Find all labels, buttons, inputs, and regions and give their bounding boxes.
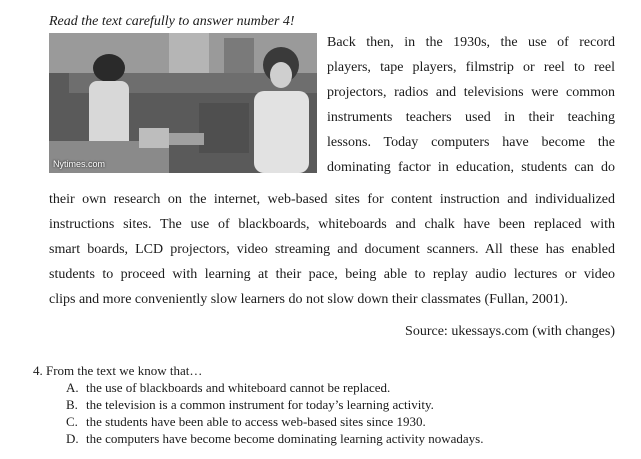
answer-option-d[interactable] (66, 430, 483, 447)
answer-option-a[interactable] (66, 379, 483, 396)
answer-options (66, 379, 483, 447)
passage-line: dominating factor in education, students can do (327, 160, 615, 175)
classroom-photo-illustration (49, 33, 317, 173)
option-text: the computers have become become dominating learning activity nowadays. (86, 431, 484, 446)
answer-option-b[interactable] (66, 396, 483, 413)
option-letter: B. (66, 397, 78, 412)
classroom-photo (49, 33, 317, 173)
passage-line: instruments teachers used in their teaching (327, 110, 615, 125)
passage-full-width (49, 187, 615, 312)
option-letter: A. (66, 380, 79, 395)
option-letter: C. (66, 414, 78, 429)
answer-option-c[interactable] (66, 413, 483, 430)
passage-line: Back then, in the 1930s, the use of record (327, 35, 615, 50)
passage-line: players, tape players, filmstrip or reel to reel (327, 60, 615, 75)
option-letter: D. (66, 431, 79, 446)
instruction-text: Read the text carefully to answer number 4! (49, 14, 295, 29)
passage-line: students to proceed with learning at their pace, being able to replay audio lectures or video (49, 267, 615, 282)
source-citation: Source: ukessays.com (with changes) (405, 324, 615, 339)
photo-credit: Nytimes.com (53, 159, 106, 169)
passage-line: smart boards, LCD projectors, video streaming and document scanners. All these has enabled (49, 242, 615, 257)
passage-line: their own research on the internet, web-based sites for content instruction and individualized (49, 192, 615, 207)
passage-right-column (327, 30, 615, 180)
passage-line: projectors, radios and televisions were common (327, 85, 615, 100)
question-stem: 4. From the text we know that… (33, 363, 203, 378)
passage-line: lessons. Today computers have become the (327, 135, 615, 150)
option-text: the students have been able to access web-based sites since 1930. (86, 414, 426, 429)
option-text: the use of blackboards and whiteboard cannot be replaced. (86, 380, 391, 395)
option-text: the television is a common instrument for today’s learning activity. (86, 397, 434, 412)
passage-line: instructions sites. The use of blackboards, whiteboards and chalk have been replaced with (49, 217, 615, 232)
passage-line: clips and more conveniently slow learners do not slow down their classmates (Fullan, 2001). (49, 292, 569, 307)
